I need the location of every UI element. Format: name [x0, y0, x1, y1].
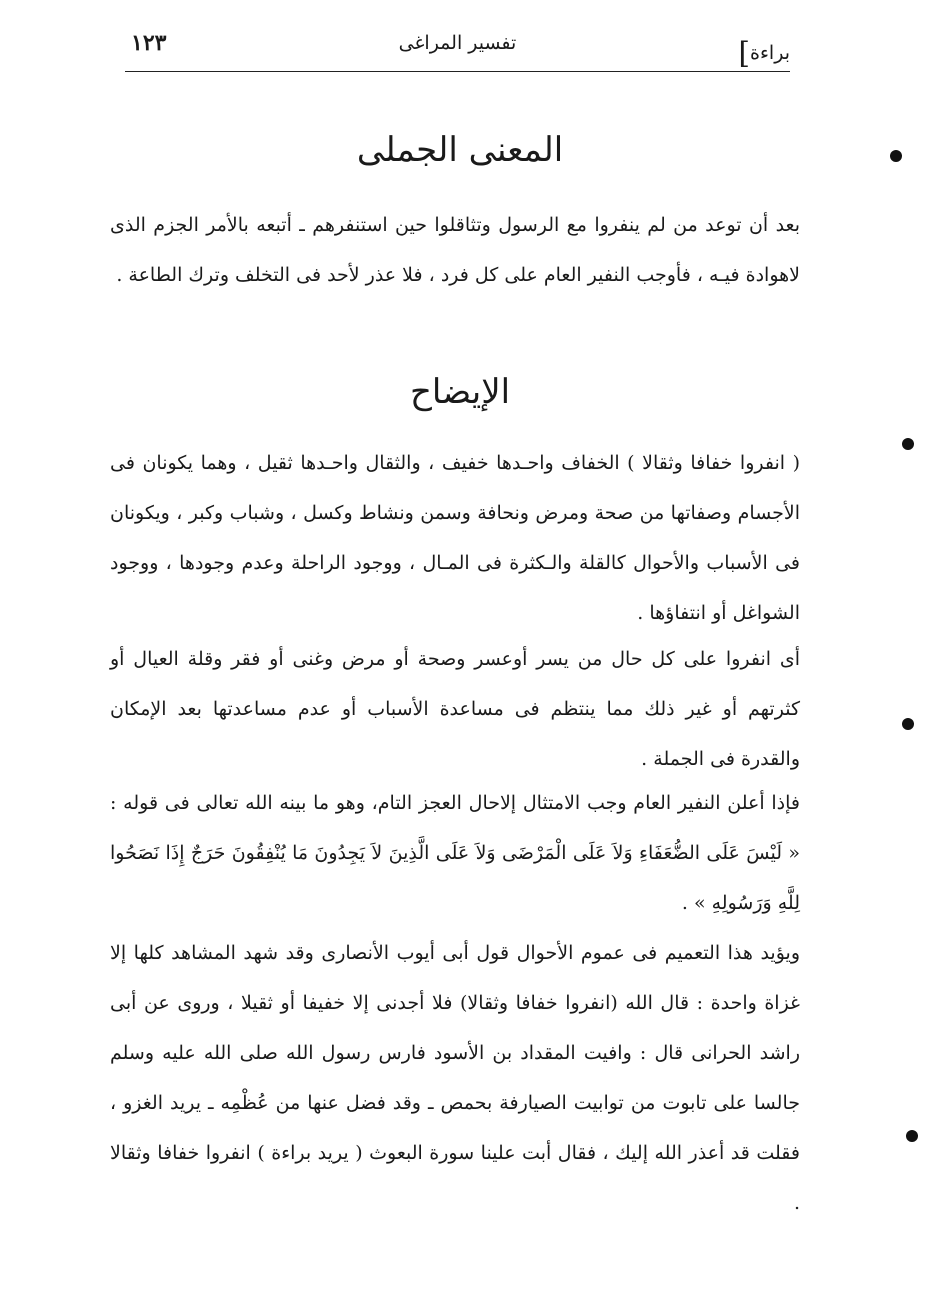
binding-hole-mark — [906, 1130, 918, 1142]
explanation-paragraph: أى انفروا على كل حال من يسر أوعسر وصحة أو مرض وغنى أو فقر وقلة العيال أو كثرتهم أو غير ذلك مما ينتظم فى مساعدة الأسباب أو عدم مساعدتها بعد الإمكان والقدرة فى الجملة . — [110, 648, 800, 770]
general-meaning-paragraph: بعد أن توعد من لم ينفروا مع الرسول وتثاقلوا حين استنفرهم ـ أتبعه بالأمر الجزم الذى لاهوادة فيـه ، فأوجب النفير العام على كل فرد ، فلا عذر لأحد فى التخلف وترك الطاعة . — [110, 214, 800, 286]
binding-hole-mark — [902, 718, 914, 730]
surah-name: براءة — [750, 42, 790, 64]
header-rule — [125, 71, 790, 72]
page-number: ١٢٣ — [131, 30, 167, 56]
binding-hole-mark — [890, 150, 902, 162]
explanation-paragraph: ( انفروا خفافا وثقالا ) الخفاف واحـدها خفيف ، والثقال واحـدها ثقيل ، وهما يكونان فى الأجسام وصفاتها من صحة ومرض ونحافة وسمن ونشاط وكسل ، وشباب وكبر ، ويكونان فى الأسباب والأحوال كالقلة والـكثرة فى المـال ، ووجود الراحلة وعدم وجودها ، ووجود الشواغل أو انتفاؤها . — [110, 452, 800, 624]
page-header — [125, 28, 790, 72]
section-heading-general-meaning: المعنى الجملى — [356, 130, 564, 170]
running-head-title: تفسير المراغى — [398, 32, 517, 54]
section-heading-explanation: الإيضاح — [409, 372, 511, 412]
bracket-glyph: ] — [738, 36, 751, 71]
binding-hole-mark — [902, 438, 914, 450]
explanation-paragraph: ويؤيد هذا التعميم فى عموم الأحوال قول أبى أيوب الأنصارى وقد شهد المشاهد كلها إلا غزاة واحدة : قال الله (انفروا خفافا وثقالا) فلا أجدنى إلا خفيفا أو ثقيلا ، وروى عن أبى راشد الحرانى قال : وافيت المقداد بن الأسود فارس رسول الله صلى الله عليه وسلم جالسا على تابوت من توابيت الصيارفة بحمص ـ وقد فضل عنها من عُظْمِه ـ يريد الغزو ، فقلت قد أعذر الله إليك ، فقال أبت علينا سورة البعوث ( يريد براءة ) انفروا خفافا وثقالا . — [110, 942, 800, 1214]
explanation-paragraph: فإذا أعلن النفير العام وجب الامتثال إلاحال العجز التام، وهو ما بينه الله تعالى فى قوله : « لَيْسَ عَلَى الضُّعَفَاءِ وَلاَ عَلَى الْمَرْضَى وَلاَ عَلَى الَّذِينَ لاَ يَجِدُونَ مَا يُنْفِقُونَ حَرَجٌ إِذَا نَصَحُوا لِلَّهِ وَرَسُولِهِ » . — [110, 792, 800, 914]
